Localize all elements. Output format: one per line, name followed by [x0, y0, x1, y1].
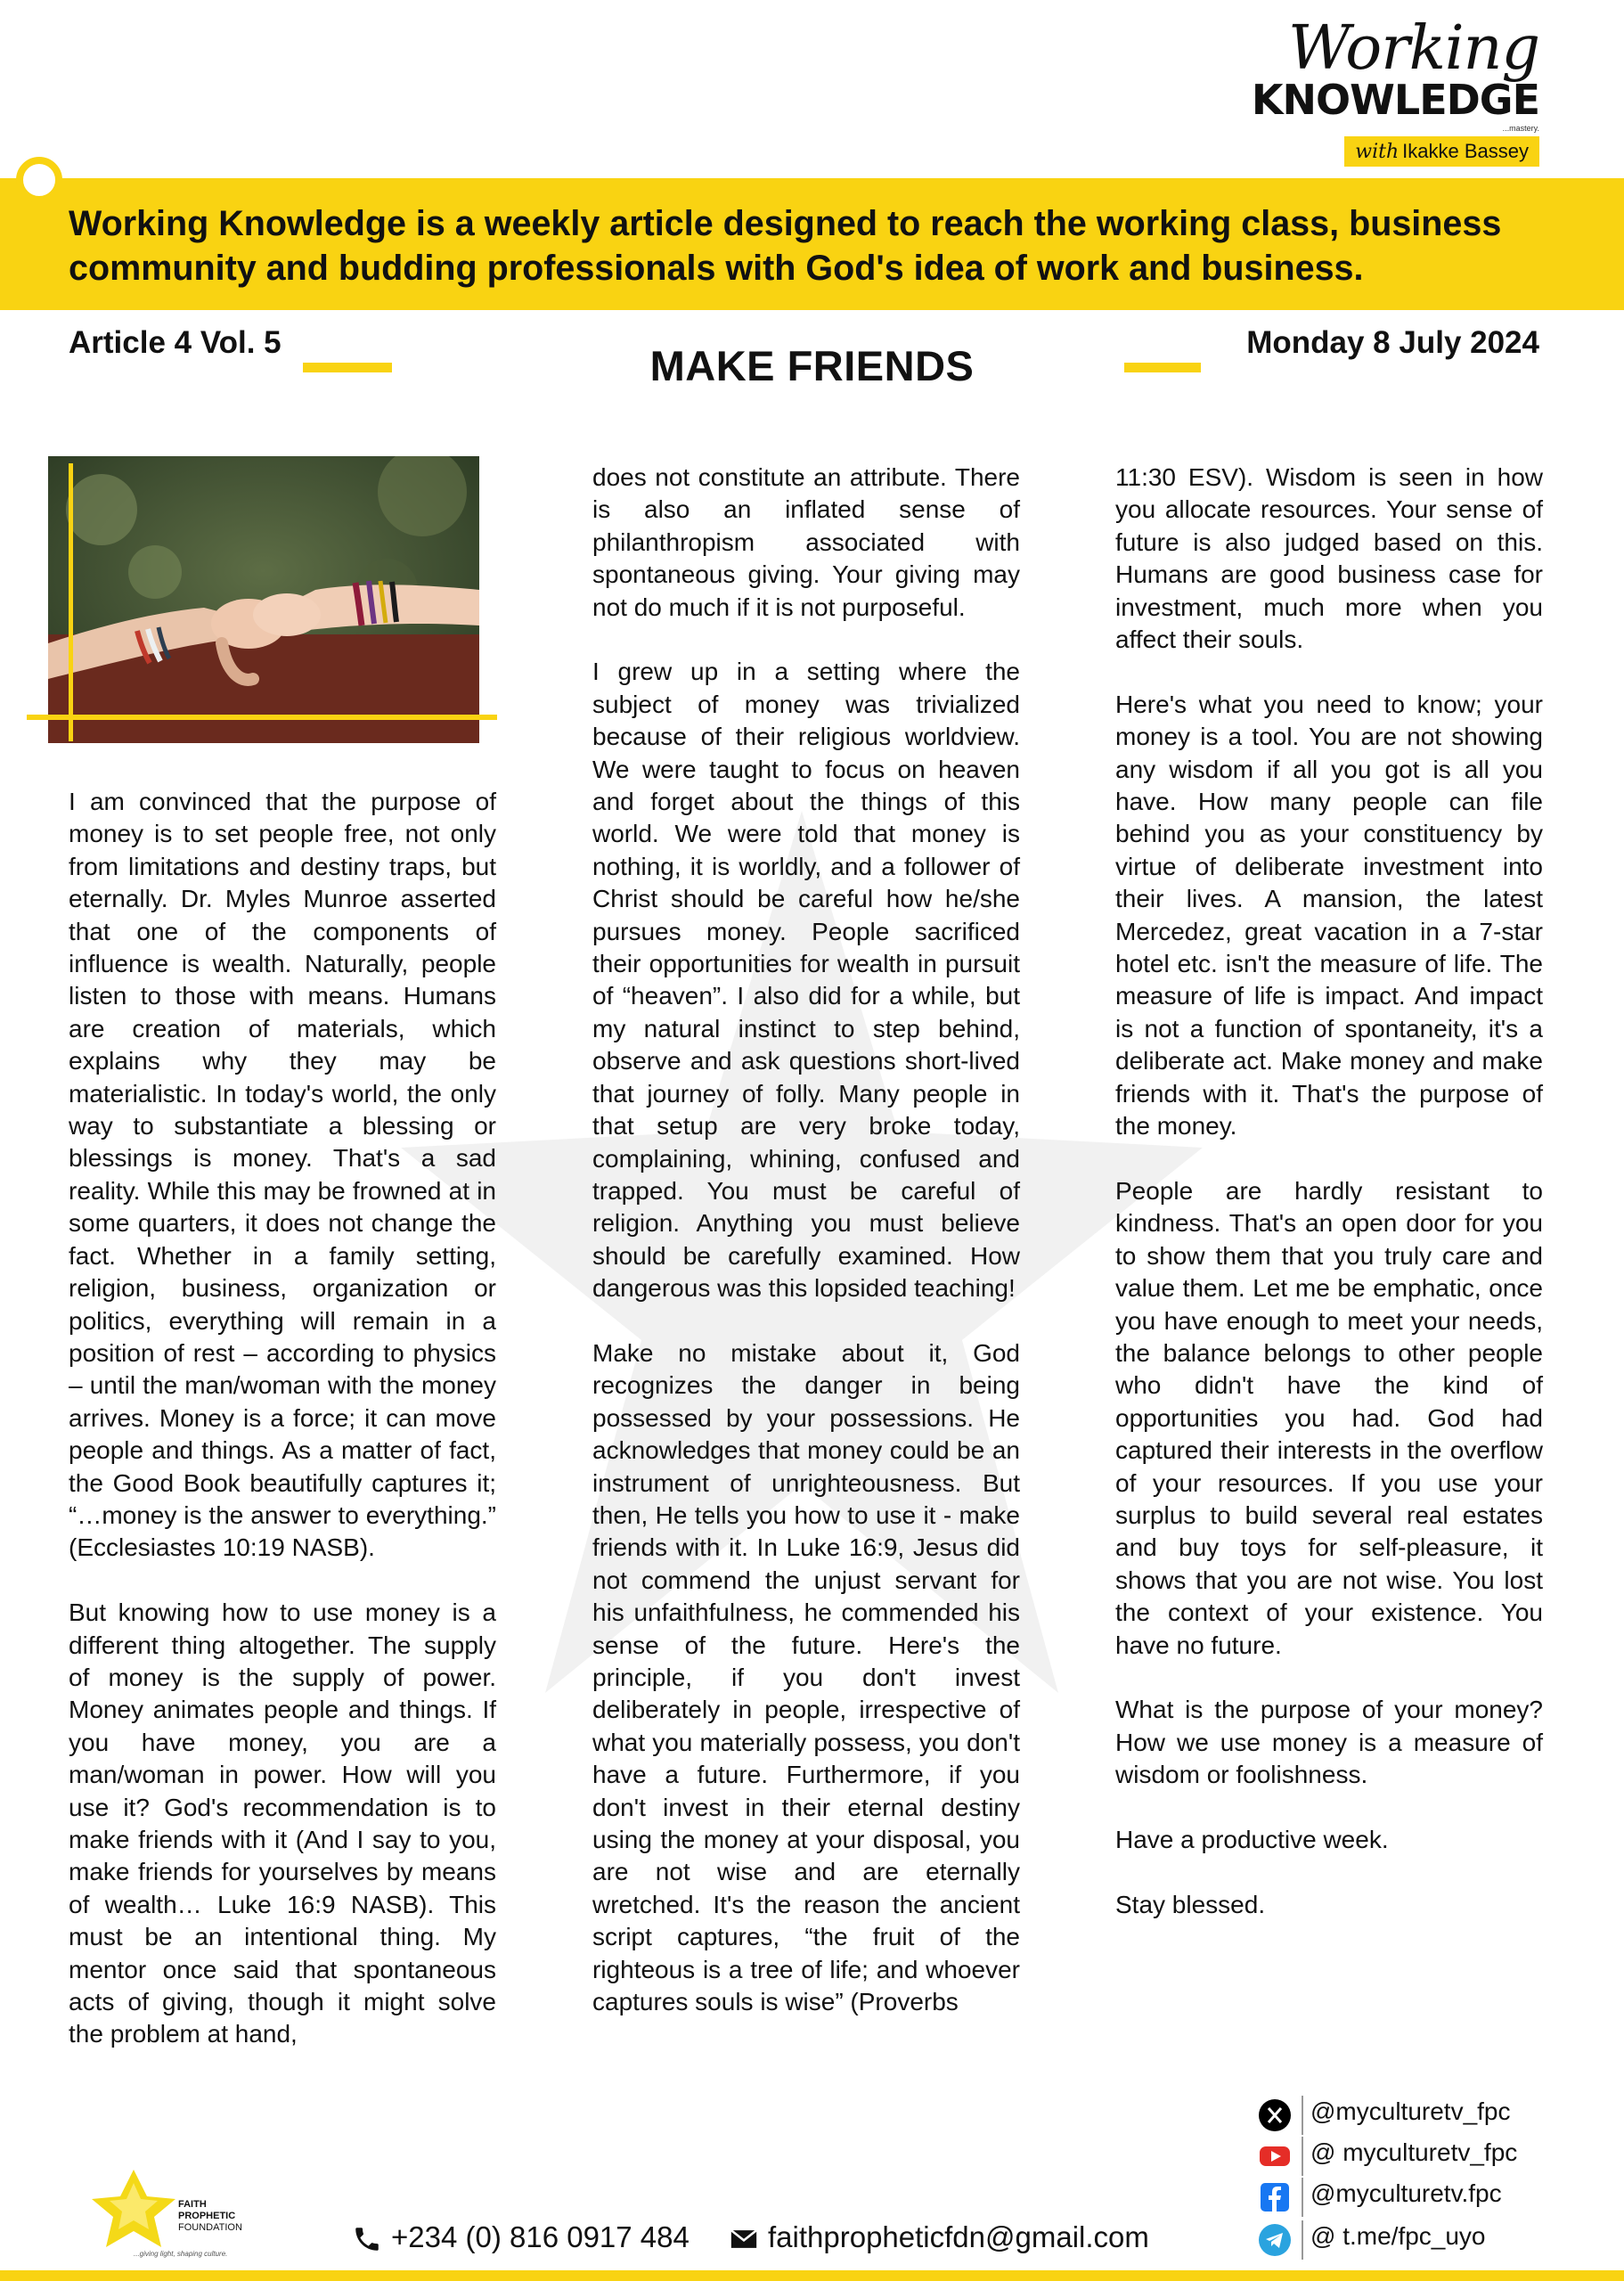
paragraph: Here's what you need to know; your money is a tool. You are not showing any wisdom if all you got is all you have. How many people can file behind you as your constituency by virtue of deliberate investment into their lives. A mansion, the latest Mercedez, great vacation in a 7-star hotel etc. isn't the measure of life. The measure of life is impact. And impact is not a function of spontaneity, it's a deliberate act. Make money and make friends with it. That's the purpose of the money. [1115, 690, 1543, 1140]
foundation-name-line: FOUNDATION [178, 2222, 242, 2233]
paragraph: People are hardly resistant to kindness. That's an open door for you to show them that you truly care and value them. Let me be emphatic, once you have enough to meet your needs, the balance belongs to other people who didn't have the kind of opportunities you had. God had captured their interests in the overflow of your resources. If you use your surplus to build several real estates and buy toys for self-pleasure, it shows that you are not wise. You lost the context of your existence. You have no future. [1115, 1176, 1543, 1659]
paragraph: I grew up in a setting where the subject of money was trivialized because of their religious worldview. We were taught to focus on heaven and forget about the things of this world. We were told that money is nothing, it is worldly, and a follower of Christ should be careful how he/she pursues money. People sacrificed their opportunities for wealth in pursuit of “heaven”. I also did for a while, but my natural instinct to step behind, observe and ask questions short-lived that journey of folly. Many people in that setup are very broke today, complaining, whining, confused and trapped. You must be careful of religion. Anything you must believe should be carefully examined. How dangerous was this lopsided teaching! [592, 658, 1020, 1303]
title-bar-right [1124, 363, 1201, 372]
social-facebook[interactable] [1259, 2178, 1553, 2217]
article-column-1 [69, 786, 496, 2083]
intro-banner-text: Working Knowledge is a weekly article designed to reach the working class, business community and budding professionals with God's idea of work and business. [69, 204, 1502, 288]
social-handle: @ t.me/fpc_uyo [1310, 2222, 1486, 2250]
phone-icon [352, 2224, 382, 2254]
social-handle: @myculturetv_fpc [1310, 2097, 1511, 2125]
social-handle: @myculturetv.fpc [1310, 2179, 1502, 2207]
article-number: Article 4 Vol. 5 [69, 325, 282, 360]
foundation-name [178, 2199, 242, 2234]
article-column-2 [592, 462, 1020, 2051]
author-name: Ikakke Bassey [1402, 140, 1529, 162]
brand-wordmark: KNOWLEDGE [1251, 76, 1539, 124]
social-divider [1302, 2137, 1303, 2176]
paragraph: 11:30 ESV). Wisdom is seen in how you allocate resources. Your sense of future is also judged based on this. Humans are good business case for investment, much more when you affect their souls. [1115, 463, 1543, 654]
social-divider [1302, 2220, 1303, 2260]
photo-frame-vertical [69, 463, 73, 741]
youtube-icon [1259, 2140, 1291, 2172]
bottom-accent-bar [0, 2270, 1624, 2281]
social-handle: @ myculturetv_fpc [1310, 2138, 1518, 2166]
article-date: Monday 8 July 2024 [1246, 325, 1539, 360]
paragraph: Have a productive week. [1115, 1826, 1389, 1853]
foundation-name-line: FAITH [178, 2199, 207, 2210]
paragraph: But knowing how to use money is a different thing altogether. The supply of money is the supply of power. Money animates people and things. If you have money, you are a man/woman in power. How will you use it? God's recommendation is to make friends with it (And I say to you, make friends for yourselves by means of wealth… Luke 16:9 NASB). This must be an intentional thing. My mentor once said that spontaneous acts of giving, though it might solve the problem at hand, [69, 1598, 496, 2048]
photo-frame-horizontal [27, 715, 497, 720]
foundation-motto: ...giving light, shaping culture. [134, 2250, 228, 2258]
paragraph: Make no mistake about it, God recognizes the danger in being possessed by your possessions. He acknowledges that money could be an instrument of unrighteousness. But then, He tells you how to use it - make friends with it. In Luke 16:9, Jesus did not commend the unjust servant for his unfaithfulness, he commended his sense of the future. Here's the principle, if you don't invest deliberately in people, irrespective of what you materially possess, you don't have a future. Furthermore, if you don't invest in their eternal destiny using the money at your disposal, you are not wise and are eternally wretched. It's the reason the ancient script captures, “the fruit of the righteous is a tree of life; and whoever captures souls is wise” (Proverbs [592, 1338, 1020, 2016]
social-divider [1302, 2178, 1303, 2217]
article-title: MAKE FRIENDS [649, 342, 975, 389]
phone-number: +234 (0) 816 0917 484 [391, 2220, 690, 2253]
email-contact[interactable] [729, 2220, 1149, 2254]
paragraph: does not constitute an attribute. There is also an inflated sense of philanthropism associated with spontaneous giving. Your giving may not do much if it is not purposeful. [592, 463, 1020, 621]
brand-script: Working [1288, 13, 1539, 84]
brand-logo [1219, 13, 1539, 165]
mail-icon [729, 2224, 759, 2254]
facebook-icon [1259, 2181, 1291, 2213]
paragraph: Stay blessed. [1115, 1890, 1266, 1918]
author-prefix: with [1355, 141, 1400, 163]
email-address: faithpropheticfdn@gmail.com [768, 2220, 1149, 2253]
author-badge [1344, 136, 1539, 167]
brand-tagline: ...mastery. [1502, 124, 1539, 133]
social-telegram[interactable] [1259, 2220, 1553, 2260]
x-icon [1259, 2099, 1291, 2131]
social-x[interactable] [1259, 2096, 1553, 2135]
article-column-3 [1115, 462, 1543, 1954]
social-divider [1302, 2096, 1303, 2135]
banner-ring-decoration [16, 157, 62, 203]
telegram-icon [1259, 2224, 1291, 2256]
hands-photo [48, 456, 479, 743]
foundation-name-line: PROPHETIC [178, 2211, 236, 2221]
social-youtube[interactable] [1259, 2137, 1553, 2176]
paragraph: What is the purpose of your money? How we use money is a measure of wisdom or foolishness. [1115, 1696, 1543, 1789]
paragraph: I am convinced that the purpose of money is to set people free, not only from limitations and destiny traps, but eternally. Dr. Myles Munroe asserted that one of the components of influence is wealth. Naturally, people listen to those with means. Humans are creation of materials, which explains why they may be materialistic. In today's world, the only way to substantiate a blessing or blessings is money. That's a sad reality. While this may be frowned at in some quarters, it does not change the fact. Whether in a family setting, religion, business, organization or politics, everything will remain in a position of rest – according to physics – until the man/woman with the money arrives. Money is a force; it can move people and things. As a matter of fact, the Good Book beautifully captures it; “…money is the answer to everything.” (Ecclesiastes 10:19 NASB). [69, 788, 496, 1562]
phone-contact[interactable] [352, 2220, 690, 2254]
